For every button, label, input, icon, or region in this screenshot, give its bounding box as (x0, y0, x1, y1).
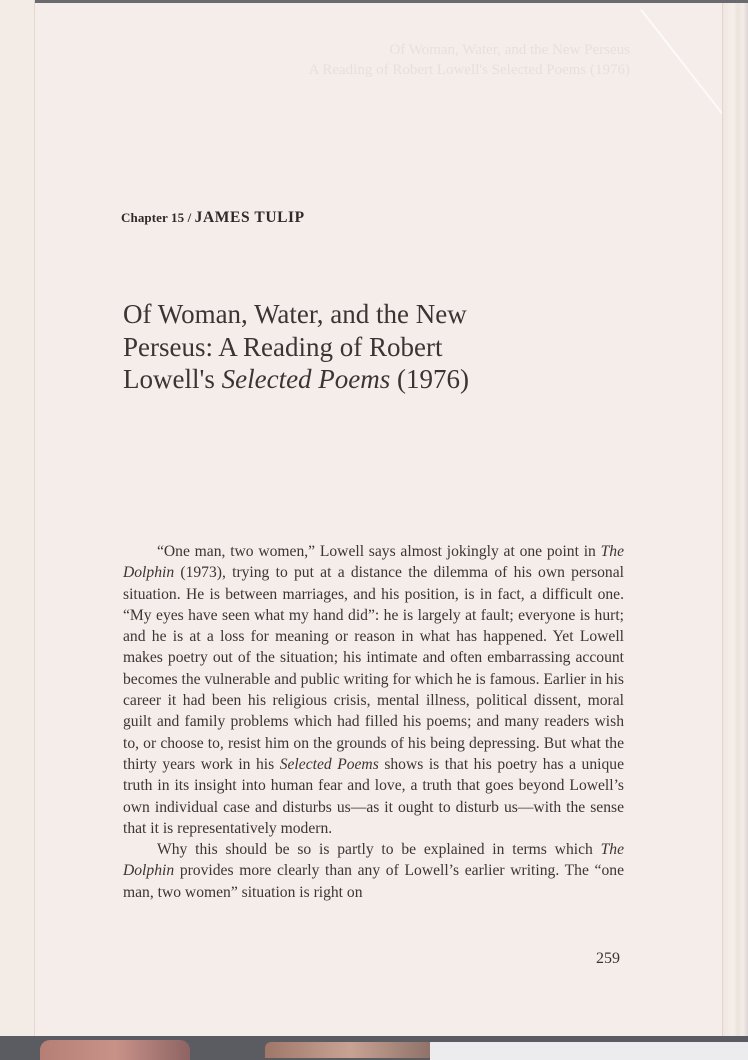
facing-page-edge (0, 0, 35, 1050)
bleed-through-line-1: Of Woman, Water, and the New Perseus (389, 42, 630, 58)
text-segment: provides more clearly than any of Lowell’s earlier writing. The “one man, two women” situation is right on (123, 862, 624, 901)
body-text (123, 541, 624, 903)
bleed-through-running-head (300, 40, 630, 80)
title-line-1: Of Woman, Water, and the New (123, 299, 467, 329)
text-segment: Why this should be so is partly to be explained in terms which (157, 841, 601, 859)
title-italic-book: Selected Poems (221, 364, 391, 394)
italic-title: The Dolphin (123, 543, 624, 582)
page-number: 259 (596, 950, 620, 967)
title-line-2: Perseus: A Reading of Robert (123, 331, 443, 362)
italic-title: Selected Poems (279, 755, 379, 773)
italic-title: The Dolphin (123, 841, 624, 880)
page-stack-edge (722, 3, 748, 1050)
title-line-3-prefix: Lowell's (123, 364, 222, 394)
chapter-title (123, 298, 623, 396)
paragraph-1 (123, 541, 624, 839)
bleed-through-line-2: A Reading of Robert Lowell's Selected Poems (1976) (308, 62, 630, 78)
finger-shape (265, 1042, 435, 1058)
chapter-heading (121, 209, 305, 227)
text-segment: “One man, two women,” Lowell says almost jokingly at one point in (157, 543, 601, 560)
scan-bottom-area (0, 1036, 748, 1060)
paragraph-2 (123, 839, 624, 903)
chapter-label: Chapter 15 / (121, 210, 192, 225)
text-segment: (1973), trying to put at a distance the dilemma of his own personal situation. He is between marriages, and his position, is in fact, a difficult one. “My eyes have seen what my hand did”: he is largely at fault; everyone is hurt; and he is at a loss for meaning or reason in what has happened. Yet Lowell makes poetry out of the situation; his intimate and often embarrassing account becomes the vulnerable and public writing for which he is famous. Earlier in his career it had been his religious crisis, mental illness, political dissent, moral guilt and family problems which had filled his poems; and many readers wish to, or choose to, resist him on the grounds of his being depressing. But what the thirty years work in his (123, 564, 624, 773)
title-line-3-suffix: (1976) (390, 364, 470, 394)
chapter-author: JAMES TULIP (194, 209, 305, 226)
scanner-bed (430, 1042, 748, 1060)
text-segment: shows is that his poetry has a unique truth in its insight into human fear and love, a truth that goes beyond Lowell’s own individual case and disturbs us—as it ought to disturb us—with the sense that it is representatively modern. (123, 755, 624, 837)
finger-shape (40, 1040, 190, 1060)
